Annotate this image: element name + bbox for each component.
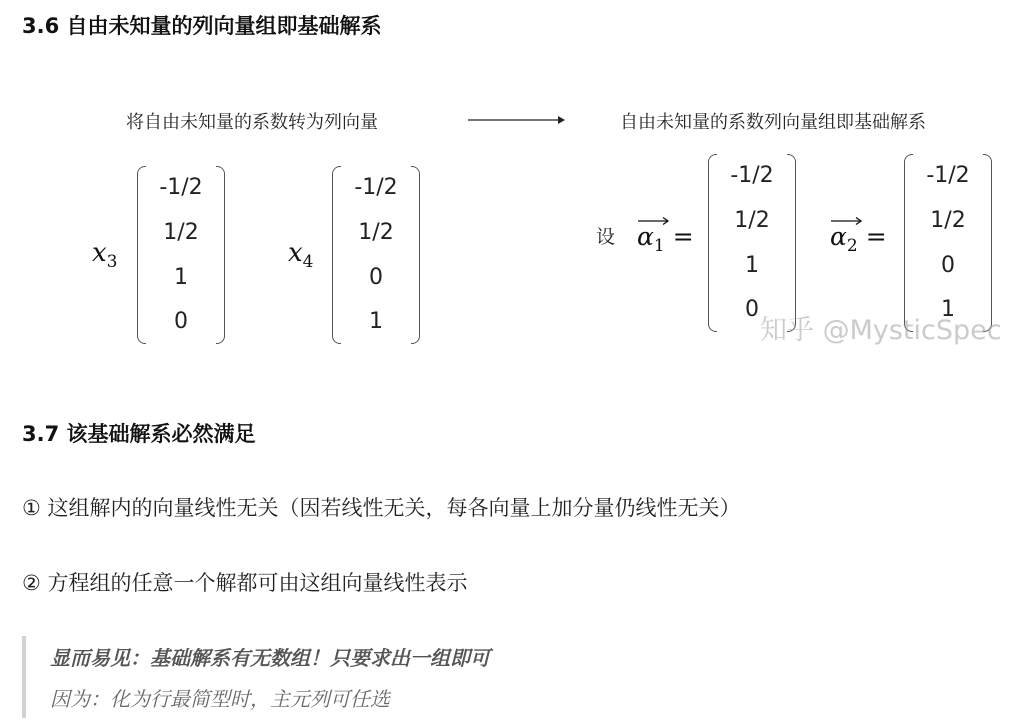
set-word: 设	[596, 226, 616, 248]
list-item: ② 方程组的任意一个解都可由这组向量线性表示	[22, 571, 468, 595]
alpha1-base: α	[637, 222, 654, 251]
x4-entry-4: 1	[369, 309, 383, 334]
alpha1-subscript: 1	[653, 236, 665, 256]
x3-entry-1: -1/2	[159, 175, 203, 200]
x4-entry-1: -1/2	[354, 175, 398, 200]
vector-arrow-icon	[637, 216, 671, 226]
blockquote-bar	[22, 636, 26, 718]
alpha2-subscript: 2	[846, 236, 858, 256]
left-caption: 将自由未知量的系数转为列向量	[126, 112, 378, 133]
vector-arrow-icon	[830, 216, 864, 226]
x3-entry-4: 0	[174, 309, 188, 334]
alpha2-entry-4: 1	[941, 297, 955, 322]
right-arrow-icon	[468, 112, 568, 128]
x3-subscript: 3	[106, 252, 118, 272]
alpha2-base: α	[830, 222, 847, 251]
x3-label	[92, 238, 118, 272]
alpha1-label	[637, 222, 694, 256]
alpha1-entry-4: 0	[745, 297, 759, 322]
list-item: ① 这组解内的向量线性无关（因若线性无关，每各向量上加分量仍线性无关）	[22, 496, 741, 520]
alpha2-column-vector	[904, 154, 992, 332]
x4-entry-2: 1/2	[358, 220, 394, 245]
section-heading-3-7: 3.7 该基础解系必然满足	[22, 422, 256, 446]
alpha2-entry-1: -1/2	[926, 163, 970, 188]
blockquote-text: 因为：化为行最简型时，主元列可任选	[50, 687, 390, 711]
blockquote-emphasis: 显而易见：基础解系有无数组！只要求出一组即可	[50, 646, 490, 670]
x4-entry-3: 0	[369, 265, 383, 290]
x4-base: x	[288, 238, 303, 268]
right-caption: 自由未知量的系数列向量组即基础解系	[620, 112, 926, 133]
alpha1-entry-3: 1	[745, 253, 759, 278]
alpha1-entry-2: 1/2	[734, 208, 770, 233]
alpha2-entry-2: 1/2	[930, 208, 966, 233]
x3-column-vector	[137, 166, 225, 344]
x4-label	[288, 238, 314, 272]
x4-subscript: 4	[302, 252, 314, 272]
x3-base: x	[92, 238, 107, 268]
alpha2-label	[830, 222, 887, 256]
alpha2-entry-3: 0	[941, 253, 955, 278]
x3-entry-3: 1	[174, 265, 188, 290]
x3-entry-2: 1/2	[163, 220, 199, 245]
x4-column-vector	[332, 166, 420, 344]
watermark: 知乎 @MysticSpec	[760, 315, 1002, 346]
alpha1-column-vector	[708, 154, 796, 332]
alpha1-equals: =	[672, 222, 694, 251]
alpha1-entry-1: -1/2	[730, 163, 774, 188]
alpha2-equals: =	[865, 222, 887, 251]
section-heading-3-6: 3.6 自由未知量的列向量组即基础解系	[22, 14, 382, 38]
